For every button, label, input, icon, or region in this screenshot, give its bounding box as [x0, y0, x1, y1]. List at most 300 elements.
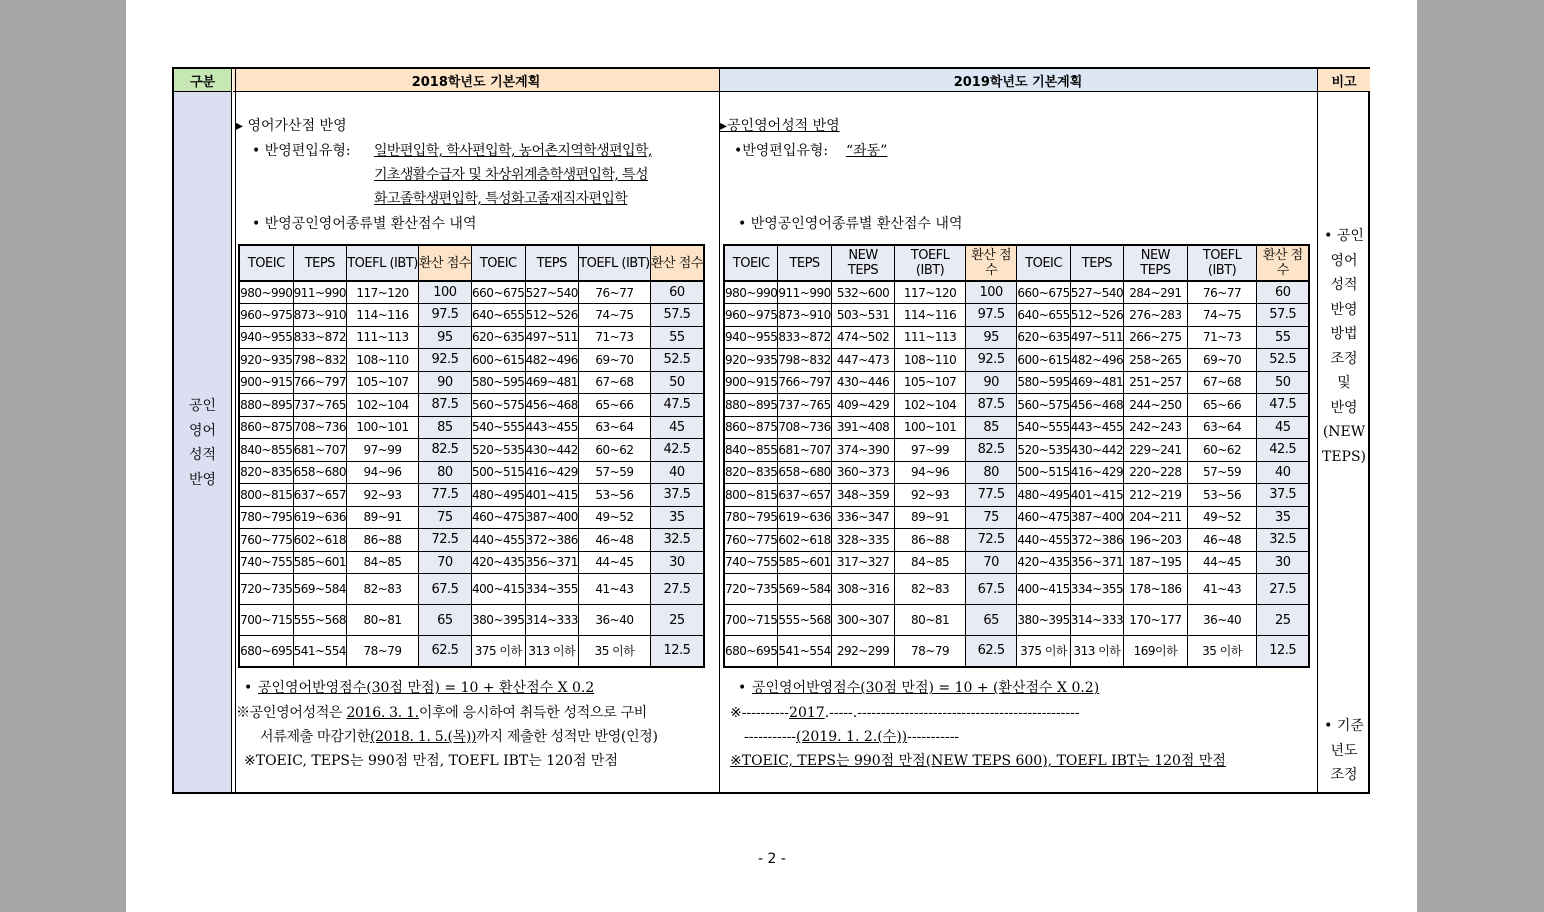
table-cell: 833~872: [293, 326, 347, 349]
table-cell: 860~875: [724, 416, 778, 439]
table-row: [239, 636, 704, 667]
header-gubun: 구분: [174, 69, 231, 92]
right-type-label: •반영편입유형:: [734, 143, 829, 159]
table-cell: 380~395: [471, 605, 525, 636]
table-cell: 72.5: [418, 529, 471, 552]
table-cell: 658~680: [293, 461, 347, 484]
table-cell: 430~446: [831, 371, 895, 394]
table-cell: 585~601: [778, 551, 831, 574]
note-base-year: • 기준 년도 조정: [1324, 718, 1364, 783]
table-cell: 70: [965, 551, 1016, 574]
left-heading: ▸ 영어가산점 반영: [236, 118, 347, 134]
table-cell: 780~795: [724, 506, 778, 529]
table-cell: 55: [650, 326, 704, 349]
table-row: [724, 574, 1309, 605]
table-cell: 100~101: [347, 416, 419, 439]
table-cell: 680~695: [724, 636, 778, 667]
table-cell: 52.5: [650, 349, 704, 372]
row-label: 공인 영어 성적 반영: [188, 398, 217, 488]
table-header-row: [724, 245, 1309, 281]
table-header-cell: TEPS: [778, 245, 831, 281]
table-cell: 700~715: [724, 605, 778, 636]
table-cell: 497~511: [1070, 326, 1123, 349]
table-cell: 47.5: [650, 394, 704, 417]
table-cell: 512~526: [1070, 304, 1123, 327]
table-row: [239, 394, 704, 417]
table-cell: 873~910: [778, 304, 831, 327]
table-cell: 416~429: [1070, 461, 1123, 484]
table-cell: 62.5: [965, 636, 1016, 667]
table-cell: 602~618: [293, 529, 347, 552]
table-cell: 348~359: [831, 484, 895, 507]
table-cell: 447~473: [831, 349, 895, 372]
table-cell: 84~85: [895, 551, 966, 574]
divider-double: [231, 69, 236, 792]
table-row: [724, 484, 1309, 507]
table-cell: 580~595: [471, 371, 525, 394]
right-table-caption: • 반영공인영어종류별 환산점수 내역: [738, 216, 963, 232]
left-formula: 공인영어반영점수(30점 만점) = 10 + 환산점수 X 0.2: [258, 680, 595, 696]
table-cell: 37.5: [650, 484, 704, 507]
table-row: [239, 326, 704, 349]
table-cell: 85: [965, 416, 1016, 439]
right-formula: 공인영어반영점수(30점 만점) = 10 + (환산점수 X 0.2): [752, 680, 1100, 696]
table-header-cell: TEPS: [1070, 245, 1123, 281]
left-note-line1: ※공인영어성적은 2016. 3. 1.이후에 응시하여 취득한 성적으로 구비: [236, 705, 648, 721]
table-row: [724, 281, 1309, 304]
table-cell: 375 이하: [1017, 636, 1070, 667]
table-cell: 920~935: [724, 349, 778, 372]
table-row: [239, 416, 704, 439]
left-table-caption: • 반영공인영어종류별 환산점수 내역: [252, 216, 477, 232]
table-cell: 920~935: [239, 349, 293, 372]
table-row: [724, 506, 1309, 529]
table-cell: 46~48: [1187, 529, 1257, 552]
table-cell: 100: [965, 281, 1016, 304]
table-cell: 555~568: [778, 605, 831, 636]
table-row: [724, 461, 1309, 484]
table-cell: 80: [418, 461, 471, 484]
table-cell: 740~755: [239, 551, 293, 574]
table-row: [724, 304, 1309, 327]
table-cell: 94~96: [347, 461, 419, 484]
table-cell: 520~535: [471, 439, 525, 462]
table-cell: 90: [418, 371, 471, 394]
table-cell: 401~415: [1070, 484, 1123, 507]
table-row: [239, 605, 704, 636]
table-cell: 387~400: [1070, 506, 1123, 529]
table-cell: 53~56: [1187, 484, 1257, 507]
table-cell: 284~291: [1124, 281, 1188, 304]
table-cell: 555~568: [293, 605, 347, 636]
table-cell: 960~975: [724, 304, 778, 327]
table-row: [724, 371, 1309, 394]
table-cell: 708~736: [293, 416, 347, 439]
table-cell: 42.5: [1257, 439, 1309, 462]
table-row: [239, 574, 704, 605]
table-cell: 480~495: [471, 484, 525, 507]
table-cell: 105~107: [895, 371, 966, 394]
plan-comparison-table: [172, 67, 1370, 794]
table-cell: 78~79: [895, 636, 966, 667]
table-cell: 640~655: [1017, 304, 1070, 327]
table-row: [239, 506, 704, 529]
table-cell: 440~455: [1017, 529, 1070, 552]
table-cell: 74~75: [1187, 304, 1257, 327]
table-cell: 798~832: [293, 349, 347, 372]
table-cell: 49~52: [579, 506, 651, 529]
table-row: [239, 439, 704, 462]
table-cell: 71~73: [579, 326, 651, 349]
score-table-2018: [238, 244, 705, 668]
table-cell: 469~481: [1070, 371, 1123, 394]
table-cell: 380~395: [1017, 605, 1070, 636]
table-cell: 35: [1257, 506, 1309, 529]
table-cell: 251~257: [1124, 371, 1188, 394]
table-cell: 76~77: [1187, 281, 1257, 304]
table-cell: 391~408: [831, 416, 895, 439]
table-cell: 44~45: [579, 551, 651, 574]
table-cell: 640~655: [471, 304, 525, 327]
table-header-cell: TOEFL (IBT): [347, 245, 419, 281]
table-cell: 49~52: [1187, 506, 1257, 529]
table-cell: 658~680: [778, 461, 831, 484]
table-header-row: [239, 245, 704, 281]
table-cell: 960~975: [239, 304, 293, 327]
table-cell: 229~241: [1124, 439, 1188, 462]
table-cell: 80: [965, 461, 1016, 484]
table-cell: 97~99: [347, 439, 419, 462]
table-row: [239, 461, 704, 484]
table-row: [239, 281, 704, 304]
table-cell: 55: [1257, 326, 1309, 349]
table-cell: 527~540: [1070, 281, 1123, 304]
table-cell: 114~116: [895, 304, 966, 327]
table-cell: 619~636: [778, 506, 831, 529]
table-cell: 900~915: [239, 371, 293, 394]
table-cell: 313 이하: [525, 636, 579, 667]
table-cell: 196~203: [1124, 529, 1188, 552]
table-cell: 416~429: [525, 461, 579, 484]
table-cell: 334~355: [525, 574, 579, 605]
table-cell: 69~70: [1187, 349, 1257, 372]
table-cell: 97~99: [895, 439, 966, 462]
table-cell: 80~81: [895, 605, 966, 636]
table-header-cell: TEPS: [293, 245, 347, 281]
table-cell: 44~45: [1187, 551, 1257, 574]
table-cell: 681~707: [293, 439, 347, 462]
table-cell: 469~481: [525, 371, 579, 394]
table-cell: 36~40: [1187, 605, 1257, 636]
table-cell: 737~765: [778, 394, 831, 417]
table-cell: 620~635: [1017, 326, 1070, 349]
table-cell: 900~915: [724, 371, 778, 394]
table-cell: 314~333: [525, 605, 579, 636]
table-cell: 178~186: [1124, 574, 1188, 605]
table-row: [724, 439, 1309, 462]
table-header-cell: TOEIC: [239, 245, 293, 281]
table-cell: 60~62: [579, 439, 651, 462]
table-row: [724, 394, 1309, 417]
table-cell: 400~415: [1017, 574, 1070, 605]
table-row: [239, 349, 704, 372]
table-cell: 602~618: [778, 529, 831, 552]
table-cell: 258~265: [1124, 349, 1188, 372]
right-note-line1: ※----------2017.-----.-----------------------------------------------: [730, 705, 1080, 721]
table-cell: 474~502: [831, 326, 895, 349]
table-cell: 520~535: [1017, 439, 1070, 462]
table-cell: 94~96: [895, 461, 966, 484]
table-header-cell: 환산 점수: [1257, 245, 1309, 281]
table-cell: 300~307: [831, 605, 895, 636]
table-cell: 527~540: [525, 281, 579, 304]
table-cell: 41~43: [579, 574, 651, 605]
table-cell: 89~91: [347, 506, 419, 529]
table-cell: 660~675: [1017, 281, 1070, 304]
table-cell: 89~91: [895, 506, 966, 529]
table-cell: 63~64: [579, 416, 651, 439]
table-cell: 100~101: [895, 416, 966, 439]
table-cell: 27.5: [650, 574, 704, 605]
table-cell: 420~435: [471, 551, 525, 574]
table-cell: 60: [1257, 281, 1309, 304]
table-cell: 372~386: [1070, 529, 1123, 552]
table-cell: 820~835: [239, 461, 293, 484]
table-cell: 105~107: [347, 371, 419, 394]
table-cell: 798~832: [778, 349, 831, 372]
table-cell: 45: [1257, 416, 1309, 439]
table-header-cell: 환산 점수: [650, 245, 704, 281]
table-cell: 497~511: [525, 326, 579, 349]
table-cell: 409~429: [831, 394, 895, 417]
table-cell: 720~735: [239, 574, 293, 605]
table-cell: 86~88: [895, 529, 966, 552]
table-cell: 720~735: [724, 574, 778, 605]
table-header-cell: TOEFL (IBT): [1187, 245, 1257, 281]
table-cell: 75: [965, 506, 1016, 529]
table-cell: 314~333: [1070, 605, 1123, 636]
table-cell: 204~211: [1124, 506, 1188, 529]
table-cell: 27.5: [1257, 574, 1309, 605]
table-cell: 980~990: [724, 281, 778, 304]
table-row: [724, 605, 1309, 636]
table-cell: 503~531: [831, 304, 895, 327]
page-number: - 2 -: [758, 851, 786, 867]
table-cell: 356~371: [1070, 551, 1123, 574]
table-cell: 25: [1257, 605, 1309, 636]
table-cell: 67~68: [1187, 371, 1257, 394]
table-cell: 600~615: [1017, 349, 1070, 372]
table-cell: 480~495: [1017, 484, 1070, 507]
table-cell: 46~48: [579, 529, 651, 552]
table-header-cell: TEPS: [525, 245, 579, 281]
table-cell: 317~327: [831, 551, 895, 574]
table-cell: 92~93: [895, 484, 966, 507]
table-cell: 220~228: [1124, 461, 1188, 484]
table-cell: 911~990: [778, 281, 831, 304]
left-note-line3: ※TOEIC, TEPS는 990점 만점, TOEFL IBT는 120점 만점: [244, 753, 618, 769]
left-note-line2: 서류제출 마감기한(2018. 1. 5.(목))까지 제출한 성적만 반영(인정): [260, 729, 658, 745]
table-cell: 860~875: [239, 416, 293, 439]
table-cell: 681~707: [778, 439, 831, 462]
table-cell: 580~595: [1017, 371, 1070, 394]
table-cell: 360~373: [831, 461, 895, 484]
score-table-2019: [723, 244, 1310, 668]
table-cell: 766~797: [778, 371, 831, 394]
table-cell: 169이하: [1124, 636, 1188, 667]
table-cell: 292~299: [831, 636, 895, 667]
table-cell: 102~104: [895, 394, 966, 417]
table-cell: 60~62: [1187, 439, 1257, 462]
table-cell: 456~468: [525, 394, 579, 417]
table-cell: 443~455: [1070, 416, 1123, 439]
table-cell: 766~797: [293, 371, 347, 394]
table-cell: 76~77: [579, 281, 651, 304]
table-cell: 25: [650, 605, 704, 636]
table-cell: 334~355: [1070, 574, 1123, 605]
header-2018: 2018학년도 기본계획: [233, 69, 719, 92]
table-cell: 35 이하: [579, 636, 651, 667]
table-cell: 430~442: [1070, 439, 1123, 462]
table-cell: 52.5: [1257, 349, 1309, 372]
table-cell: 266~275: [1124, 326, 1188, 349]
left-type-line1: 일반편입학, 학사편입학, 농어촌지역학생편입학,: [374, 143, 652, 159]
table-cell: 532~600: [831, 281, 895, 304]
left-type-line3: 화고졸학생편입학, 특성화고졸재직자편입학: [374, 191, 628, 207]
header-2019: 2019학년도 기본계획: [719, 69, 1317, 92]
table-header-cell: 환산 점수: [965, 245, 1016, 281]
table-cell: 67.5: [418, 574, 471, 605]
table-header-cell: TOEIC: [724, 245, 778, 281]
table-cell: 940~955: [239, 326, 293, 349]
table-cell: 620~635: [471, 326, 525, 349]
table-cell: 87.5: [965, 394, 1016, 417]
right-note-line3: ※TOEIC, TEPS는 990점 만점(NEW TEPS 600), TOEFL IBT는 120점 만점: [730, 753, 1226, 769]
table-cell: 62.5: [418, 636, 471, 667]
table-cell: 313 이하: [1070, 636, 1123, 667]
table-cell: 82.5: [965, 439, 1016, 462]
table-cell: 57.5: [1257, 304, 1309, 327]
table-row: [239, 304, 704, 327]
table-cell: 170~177: [1124, 605, 1188, 636]
table-cell: 77.5: [418, 484, 471, 507]
table-cell: 35 이하: [1187, 636, 1257, 667]
table-cell: 65: [418, 605, 471, 636]
table-row: [239, 371, 704, 394]
table-cell: 97.5: [965, 304, 1016, 327]
table-cell: 84~85: [347, 551, 419, 574]
table-cell: 45: [650, 416, 704, 439]
table-cell: 500~515: [471, 461, 525, 484]
table-cell: 57~59: [1187, 461, 1257, 484]
table-cell: 482~496: [525, 349, 579, 372]
table-cell: 40: [650, 461, 704, 484]
table-cell: 42.5: [650, 439, 704, 462]
table-cell: 500~515: [1017, 461, 1070, 484]
table-cell: 36~40: [579, 605, 651, 636]
table-cell: 540~555: [471, 416, 525, 439]
table-cell: 37.5: [1257, 484, 1309, 507]
table-cell: 911~990: [293, 281, 347, 304]
table-cell: 65~66: [579, 394, 651, 417]
table-cell: 619~636: [293, 506, 347, 529]
table-row: [724, 326, 1309, 349]
table-cell: 57~59: [579, 461, 651, 484]
right-heading: ▸공인영어성적 반영: [720, 118, 840, 134]
table-cell: 95: [965, 326, 1016, 349]
table-cell: 680~695: [239, 636, 293, 667]
table-cell: 12.5: [1257, 636, 1309, 667]
table-cell: 880~895: [239, 394, 293, 417]
table-cell: 108~110: [347, 349, 419, 372]
note-newteps: • 공인 영어 성적 반영 방법 조정 및 반영 (NEW TEPS): [1321, 228, 1367, 465]
table-cell: 800~815: [239, 484, 293, 507]
table-header-cell: TOEIC: [471, 245, 525, 281]
table-cell: 114~116: [347, 304, 419, 327]
table-cell: 737~765: [293, 394, 347, 417]
table-cell: 276~283: [1124, 304, 1188, 327]
table-cell: 540~555: [1017, 416, 1070, 439]
table-header-cell: TOEFL (IBT): [579, 245, 651, 281]
table-cell: 82~83: [895, 574, 966, 605]
table-cell: 117~120: [347, 281, 419, 304]
table-cell: 541~554: [778, 636, 831, 667]
table-cell: 12.5: [650, 636, 704, 667]
table-cell: 560~575: [471, 394, 525, 417]
table-cell: 75: [418, 506, 471, 529]
table-cell: 67~68: [579, 371, 651, 394]
table-cell: 328~335: [831, 529, 895, 552]
table-cell: 840~855: [239, 439, 293, 462]
table-row: [239, 529, 704, 552]
table-cell: 30: [650, 551, 704, 574]
left-foot-bullet: •: [244, 680, 253, 696]
table-cell: 95: [418, 326, 471, 349]
left-type-label: • 반영편입유형:: [252, 143, 351, 159]
table-cell: 47.5: [1257, 394, 1309, 417]
table-cell: 67.5: [965, 574, 1016, 605]
table-cell: 569~584: [778, 574, 831, 605]
table-header-cell: TOEFL (IBT): [895, 245, 966, 281]
table-cell: 65~66: [1187, 394, 1257, 417]
table-cell: 71~73: [1187, 326, 1257, 349]
table-cell: 800~815: [724, 484, 778, 507]
table-cell: 108~110: [895, 349, 966, 372]
table-cell: 400~415: [471, 574, 525, 605]
table-cell: 880~895: [724, 394, 778, 417]
table-cell: 708~736: [778, 416, 831, 439]
table-cell: 460~475: [471, 506, 525, 529]
table-cell: 372~386: [525, 529, 579, 552]
table-cell: 460~475: [1017, 506, 1070, 529]
table-cell: 308~316: [831, 574, 895, 605]
table-cell: 760~775: [724, 529, 778, 552]
header-bigo: 비고: [1318, 69, 1370, 92]
table-cell: 660~675: [471, 281, 525, 304]
table-cell: 77.5: [965, 484, 1016, 507]
table-cell: 65: [965, 605, 1016, 636]
table-cell: 32.5: [650, 529, 704, 552]
table-cell: 443~455: [525, 416, 579, 439]
table-cell: 50: [650, 371, 704, 394]
table-cell: 873~910: [293, 304, 347, 327]
table-cell: 840~855: [724, 439, 778, 462]
table-cell: 100: [418, 281, 471, 304]
table-cell: 541~554: [293, 636, 347, 667]
table-header-cell: 환산 점수: [418, 245, 471, 281]
table-cell: 401~415: [525, 484, 579, 507]
left-type-line2: 기초생활수급자 및 차상위계층학생편입학, 특성: [374, 167, 648, 183]
